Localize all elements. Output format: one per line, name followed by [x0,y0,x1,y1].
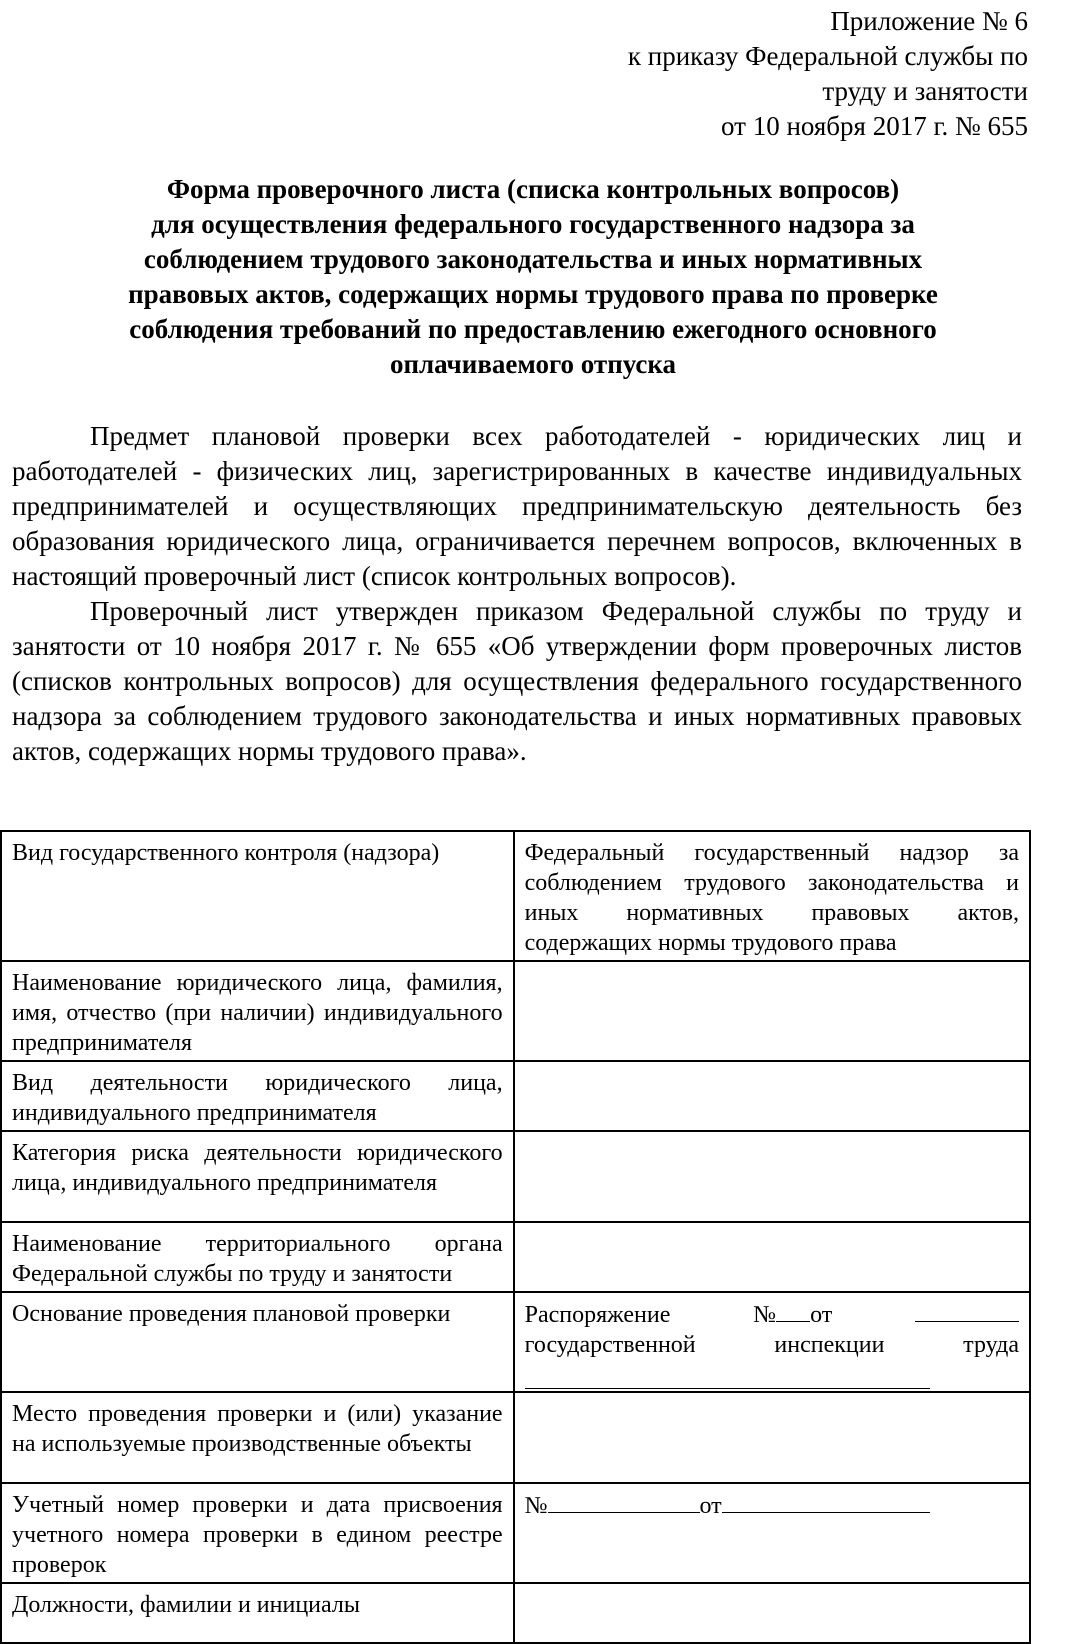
number-blank[interactable] [776,1299,810,1322]
row-value-field[interactable] [514,1583,1030,1643]
appendix-line: Приложение № 6 [830,6,1028,36]
row-label: Учетный номер проверки и дата присвоения учетного номера проверки в едином реестре проверок [1,1483,514,1583]
title-line: соблюдением трудового законодательства и иных нормативных [143,244,923,274]
table-row [1,1483,1030,1583]
title-line: Форма проверочного листа (списка контрольных вопросов) [166,174,900,204]
row-label: Наименование юридического лица, фамилия, имя, отчество (при наличии) индивидуального предпринимателя [1,961,514,1061]
registry-date-blank[interactable] [722,1490,930,1513]
row-value-field[interactable] [514,1392,1030,1483]
row-value-field[interactable] [514,1131,1030,1222]
row-label: Категория риска деятельности юридического лица, индивидуального предпринимателя [1,1131,514,1222]
document-title [40,172,1026,382]
table-row [1,1061,1030,1131]
row-label: Вид государственного контроля (надзора) [1,831,514,961]
row-value-field[interactable] [514,961,1030,1061]
order-line-2 [525,1330,1019,1360]
table-row [1,1222,1030,1292]
row-value [514,1292,1030,1392]
body-paragraph: Проверочный лист утвержден приказом Федеральной службы по труду и занятости от 10 ноября 2017 г. № 655 «Об утверждении форм проверочных листов (списков контрольных вопросов) для осуществления федерального государственного надзора за соблюдением трудового законодательства и иных нормативных правовых актов, содержащих нормы трудового права». [12,596,1022,766]
row-label: Вид деятельности юридического лица, индивидуального предпринимателя [1,1061,514,1131]
inspection-name-blank[interactable] [525,1360,930,1389]
row-label: Наименование территориального органа Федеральной службы по труду и занятости [1,1222,514,1292]
appendix-line: от 10 ноября 2017 г. № 655 [721,111,1028,141]
body-text [12,419,1022,769]
title-line: правовых актов, содержащих нормы трудового права по проверке [128,279,938,309]
date-blank[interactable] [915,1299,1019,1322]
appendix-line: к приказу Федеральной службы по [627,41,1028,71]
title-line: оплачиваемого отпуска [389,349,677,379]
row-value: Федеральный государственный надзор за соблюдением трудового законодательства и иных нормативных правовых актов, содержащих нормы трудового права [514,831,1030,961]
from-word: от [810,1302,833,1328]
title-line: для осуществления федерального государственного надзора за [151,209,915,239]
row-value [514,1483,1030,1583]
table-row [1,1292,1030,1392]
table-row [1,1131,1030,1222]
table-row [1,961,1030,1061]
row-value-field[interactable] [514,1061,1030,1131]
order-word: инспекции [774,1332,885,1358]
order-word: государственной [524,1332,696,1358]
row-label: Основание проведения плановой проверки [1,1292,514,1392]
title-line: соблюдения требований по предоставлению ежегодного основного [129,314,937,344]
table-row [1,1583,1030,1643]
number-sign: № [753,1302,777,1328]
order-line-1 [525,1299,1019,1330]
body-paragraph: Предмет плановой проверки всех работодателей - юридических лиц и работодателей - физических лиц, зарегистрированных в качестве индивидуальных предпринимателей и осуществляющих предпринимательскую деятельность без образования юридического лица, ограничивается перечнем вопросов, включенных в настоящий проверочный лист (список контрольных вопросов). [12,421,1022,591]
order-word: труда [963,1332,1019,1358]
row-label: Место проведения проверки и (или) указание на используемые производственные объекты [1,1392,514,1483]
from-word: от [699,1493,722,1519]
order-number [753,1299,832,1330]
table-row [1,831,1030,961]
registry-number-blank[interactable] [548,1490,700,1513]
appendix-header [428,4,1028,144]
row-label: Должности, фамилии и инициалы [1,1583,514,1643]
number-sign: № [524,1493,548,1519]
row-value-field[interactable] [514,1222,1030,1292]
appendix-line: труду и занятости [822,76,1028,106]
table-row [1,1392,1030,1483]
order-word: Распоряжение [524,1302,671,1328]
inspection-form-table [0,830,1031,1644]
